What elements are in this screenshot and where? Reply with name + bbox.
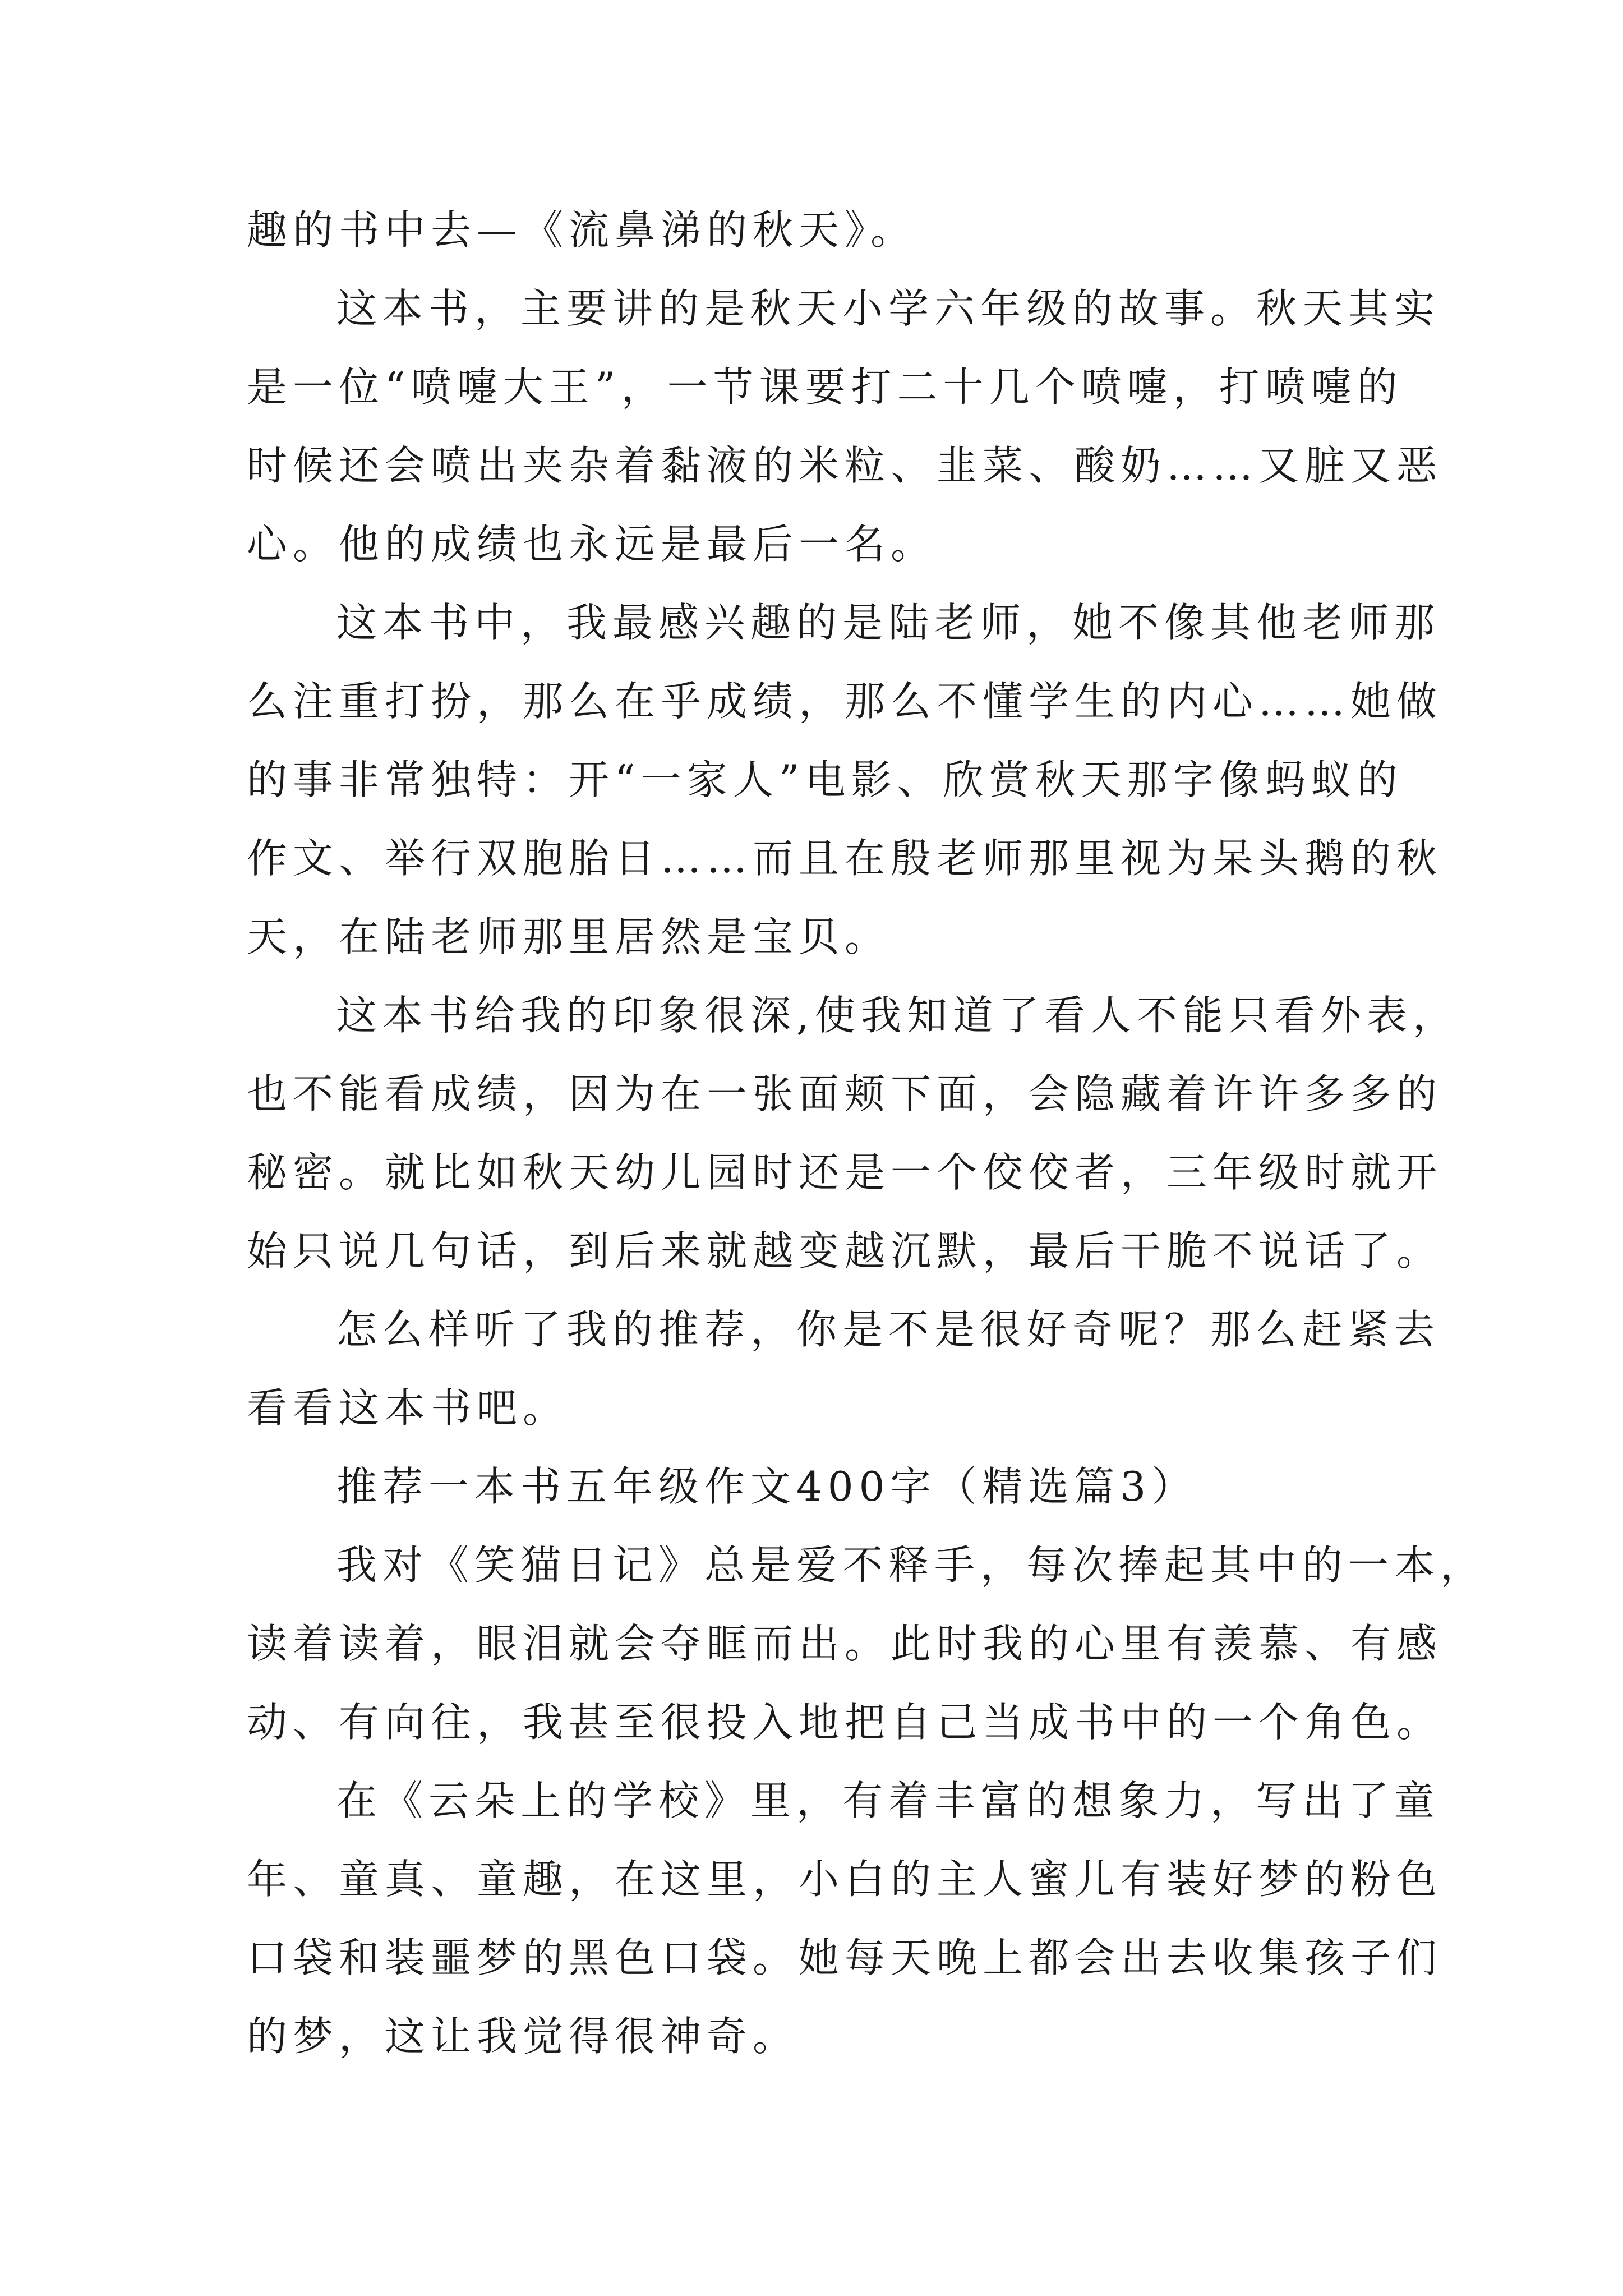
text-line: 天，在陆老师那里居然是宝贝。 — [247, 913, 891, 960]
text-line: 心。他的成绩也永远是最后一名。 — [247, 521, 937, 568]
text-line: 时候还会喷出夹杂着黏液的米粒、韭菜、酸奶……又脏又恶 — [247, 442, 1443, 489]
text-line: 秘密。就比如秋天幼儿园时还是一个佼佼者，三年级时就开 — [247, 1149, 1443, 1196]
text-line: 趣的书中去—《流鼻涕的秋天》。 — [247, 206, 917, 254]
text-line: 我对《笑猫日记》总是爱不释手，每次捧起其中的一本， — [336, 1542, 1487, 1589]
text-line: 这本书给我的印象很深,使我知道了看人不能只看外表， — [336, 992, 1459, 1039]
text-line: 是一位“喷嚏大王”，一节课要打二十几个喷嚏，打喷嚏的 — [247, 364, 1403, 411]
text-line: 这本书，主要讲的是秋天小学六年级的故事。秋天其实 — [336, 285, 1441, 332]
text-line: 始只说几句话，到后来就越变越沉默，最后干脆不说话了。 — [247, 1227, 1443, 1274]
text-line: 在《云朵上的学校》里，有着丰富的想象力，写出了童 — [336, 1777, 1441, 1824]
text-line: 么注重打扮，那么在乎成绩，那么不懂学生的内心……她做 — [247, 678, 1443, 725]
section-heading: 推荐一本书五年级作文400字（精选篇3） — [336, 1463, 1198, 1510]
text-line: 年、童真、童趣，在这里，小白的主人蜜儿有装好梦的粉色 — [247, 1856, 1443, 1903]
text-line: 也不能看成绩，因为在一张面颊下面，会隐藏着许许多多的 — [247, 1070, 1443, 1117]
text-line: 这本书中，我最感兴趣的是陆老师，她不像其他老师那 — [336, 599, 1441, 646]
text-line: 的梦，这让我觉得很神奇。 — [247, 2013, 799, 2060]
text-line: 作文、举行双胞胎日……而且在殷老师那里视为呆头鹅的秋 — [247, 835, 1443, 882]
text-line: 的事非常独特：开“一家人”电影、欣赏秋天那字像蚂蚁的 — [247, 756, 1403, 803]
text-line: 怎么样听了我的推荐，你是不是很好奇呢？那么赶紧去 — [336, 1306, 1441, 1353]
text-line: 动、有向往，我甚至很投入地把自己当成书中的一个角色。 — [247, 1699, 1443, 1746]
text-line: 看看这本书吧。 — [247, 1384, 569, 1432]
text-line: 读着读着，眼泪就会夺眶而出。此时我的心里有羡慕、有感 — [247, 1620, 1443, 1667]
text-line: 口袋和装噩梦的黑色口袋。她每天晚上都会出去收集孩子们 — [247, 1934, 1443, 1981]
